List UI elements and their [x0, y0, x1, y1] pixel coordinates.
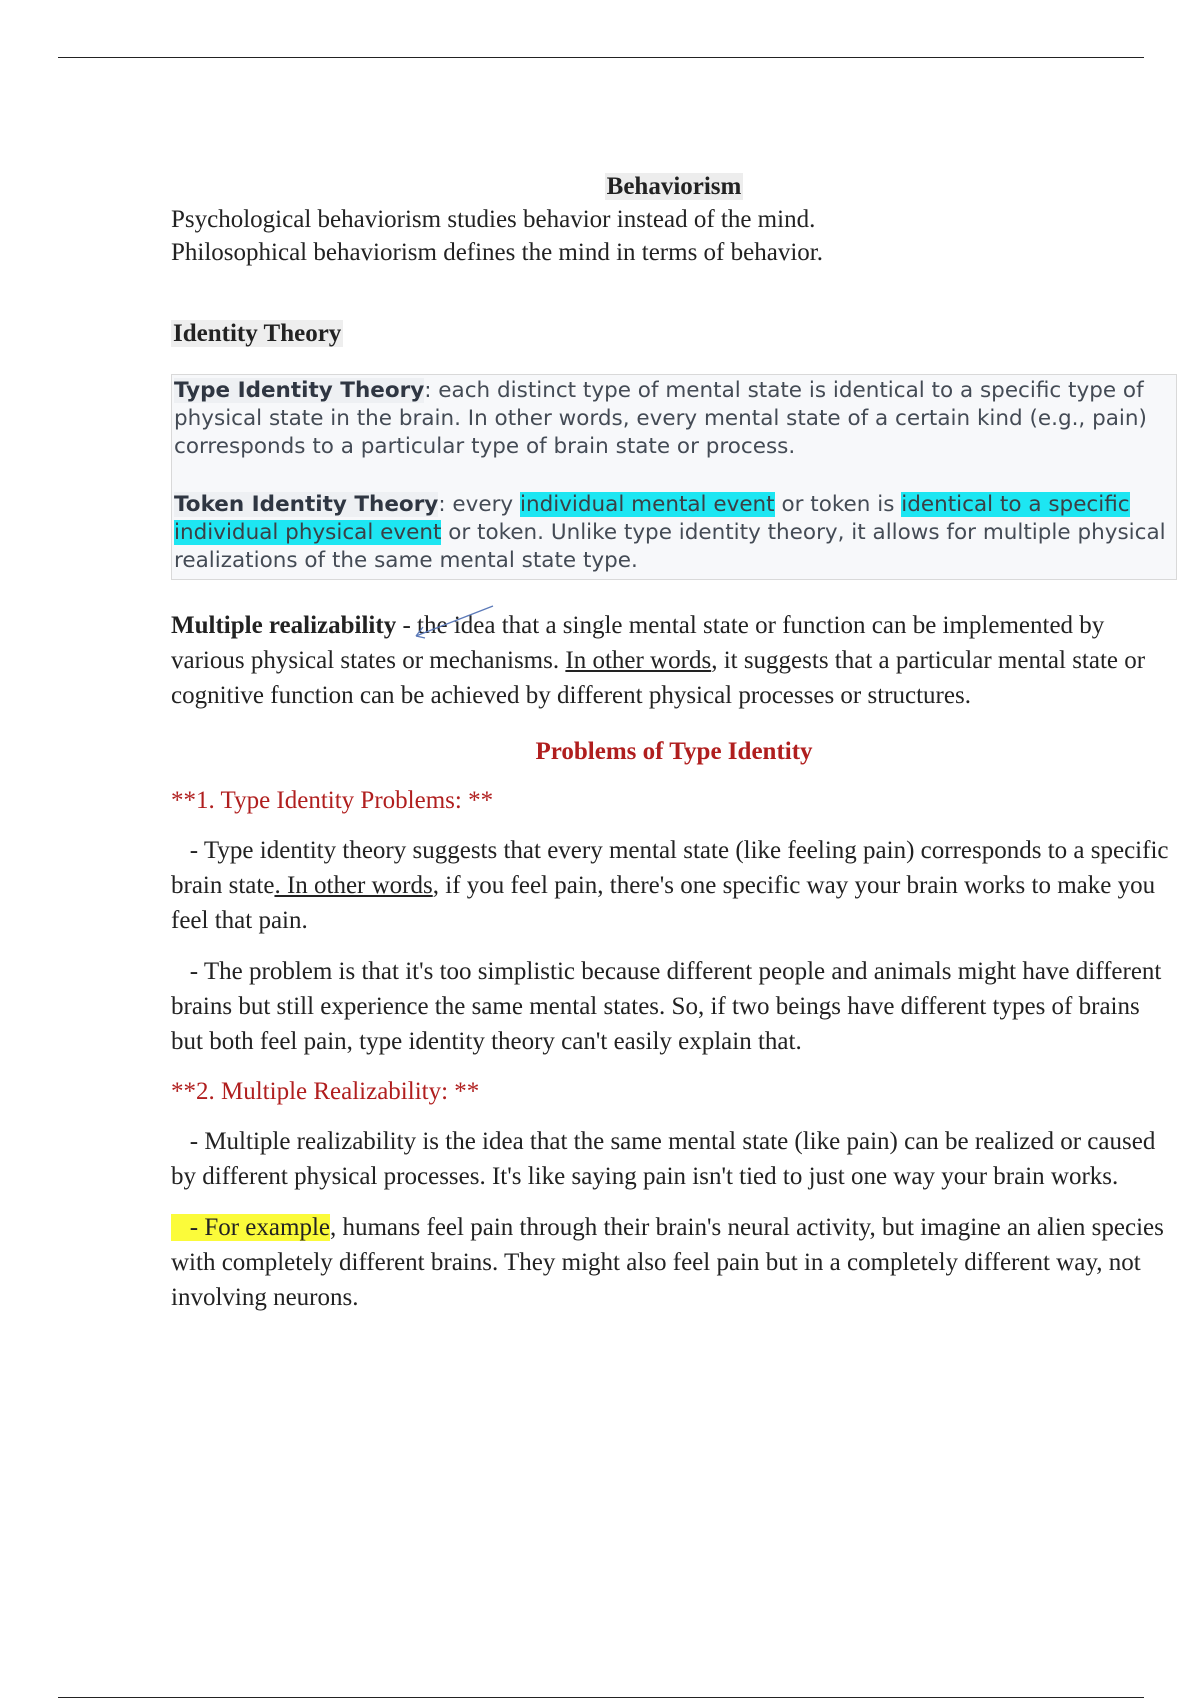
p1-underlined-phrase: . In other words [274, 872, 433, 899]
problems-heading: Problems of Type Identity [535, 738, 813, 765]
highlight-for-example: - For example [171, 1214, 330, 1241]
problem-1-paragraph-1 [171, 833, 1177, 938]
problem-2-heading: **2. Multiple Realizability: ** [171, 1078, 480, 1105]
highlight-individual-mental-event: individual mental event [519, 492, 775, 517]
highlight-identical-physical-event: identical to a specific individual physical event [174, 492, 1130, 545]
problem-2-paragraph-1: - Multiple realizability is the idea that the same mental state (like pain) can be realized or caused by different physical processes. It's like saying pain isn't tied to just one way your brain works. [171, 1128, 1162, 1190]
token-text-c: or token. Unlike type identity theory, it allows for multiple physical realizations of the same mental state type. [174, 520, 1166, 573]
top-rule [58, 57, 1144, 58]
token-text-a: : every [438, 492, 520, 517]
behaviorism-heading [171, 170, 1177, 203]
p1-text-b: , if you feel pain, there's one specific way your brain works to make you feel that pain. [171, 872, 1162, 934]
p1-text-a: - Type identity theory suggests that every mental state (like feeling pain) corresponds to a specific brain state [171, 837, 1175, 899]
mr-text-a: - the idea that a single mental state or function can be implemented by various physical states or mechanisms. [171, 612, 1105, 674]
problem-2-paragraph-2 [171, 1210, 1177, 1315]
problem-1-heading: **1. Type Identity Problems: ** [171, 787, 494, 814]
document-body [171, 170, 1177, 1315]
behaviorism-line-2: Philosophical behaviorism defines the mind in terms of behavior. [171, 239, 823, 266]
bottom-rule [58, 1697, 1144, 1698]
token-identity-paragraph [174, 491, 1174, 575]
identity-theory-box [171, 374, 1177, 580]
p2-example-text: , humans feel pain through their brain's neural activity, but imagine an alien species with completely different brains. They might also feel pain but in a completely different way, not involving neurons. [171, 1214, 1171, 1311]
type-identity-term: Type Identity Theory [174, 378, 425, 403]
behaviorism-line-1: Psychological behaviorism studies behavior instead of the mind. [171, 206, 816, 233]
problem-1-paragraph-2: - The problem is that it's too simplistic because different people and animals might have different brains but still experience the same mental states. So, if two beings have different types of brains but both feel pain, type identity theory can't easily explain that. [171, 958, 1168, 1055]
multiple-realizability-term: Multiple realizability [171, 612, 397, 639]
behaviorism-title: Behaviorism [606, 173, 742, 200]
multiple-realizability-paragraph [171, 608, 1177, 713]
token-identity-term: Token Identity Theory [174, 492, 439, 517]
type-identity-text: : each distinct type of mental state is identical to a specific type of physical state in the brain. In other words, every mental state of a certain kind (e.g., pain) corresponds to a particular type of brain state or process. [174, 378, 1147, 459]
identity-theory-title: Identity Theory [173, 320, 342, 347]
type-identity-paragraph [174, 377, 1174, 461]
identity-theory-heading [171, 317, 1177, 350]
mr-underlined-phrase: In other words [565, 647, 712, 674]
mr-text-b: , it suggests that a particular mental state or cognitive function can be achieved by different physical processes or structures. [171, 647, 1146, 709]
token-text-b: or token is [774, 492, 902, 517]
